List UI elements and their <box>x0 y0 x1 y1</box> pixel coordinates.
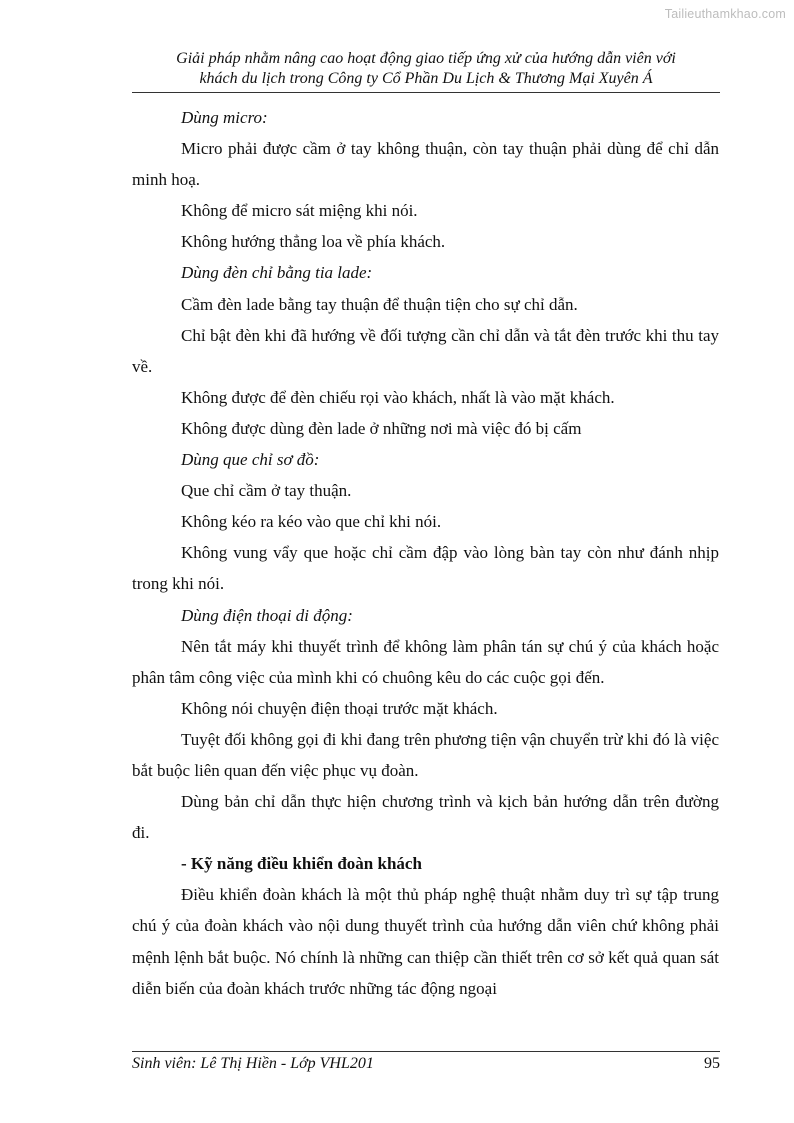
subheading-pointer: Dùng que chỉ sơ đồ: <box>181 450 320 470</box>
paragraph: Không kéo ra kéo vào que chỉ khi nói. <box>181 512 442 532</box>
paragraph: Cầm đèn lade bằng tay thuận để thuận tiện cho sự chỉ dẫn. <box>181 294 578 314</box>
header-line-1: Giải pháp nhằm nâng cao hoạt động giao tiếp ứng xử của hướng dẫn viên với <box>176 50 676 67</box>
header-rule <box>132 92 720 93</box>
watermark: Tailieuthamkhao.com <box>664 7 786 21</box>
subheading-laser: Dùng đèn chỉ bằng tia lade: <box>181 263 373 283</box>
paragraph: Không để micro sát miệng khi nói. <box>181 201 418 221</box>
paragraph: Dùng bản chỉ dẫn thực hiện chương trình và kịch bản hướng dẫn trên đường đi. <box>132 792 719 843</box>
running-header <box>132 49 720 89</box>
paragraph: Không được dùng đèn lade ở những nơi mà việc đó bị cấm <box>181 418 582 438</box>
paragraph: Không nói chuyện điện thoại trước mặt khách. <box>181 698 498 718</box>
paragraph: Chỉ bật đèn khi đã hướng về đối tượng cần chỉ dẫn và tắt đèn trước khi thu tay về. <box>132 325 719 376</box>
paragraph: Không hướng thẳng loa về phía khách. <box>181 232 446 252</box>
subheading-micro: Dùng micro: <box>181 108 268 127</box>
footer-author: Sinh viên: Lê Thị Hiền - Lớp VHL201 <box>132 1055 374 1072</box>
paragraph: Không được để đèn chiếu rọi vào khách, nhất là vào mặt khách. <box>181 387 615 407</box>
subheading-phone: Dùng điện thoại di động: <box>181 605 353 625</box>
header-line-2: khách du lịch trong Công ty Cổ Phần Du Lịch & Thương Mại Xuyên Á <box>199 70 653 87</box>
page-number: 95 <box>704 1055 720 1072</box>
section-heading: - Kỹ năng điều khiển đoàn khách <box>181 854 422 874</box>
paragraph: Nên tắt máy khi thuyết trình để không làm phân tán sự chú ý của khách hoặc phân tâm công việc của mình khi có chuông kêu do các cuộc gọi đến. <box>132 636 719 687</box>
body-text <box>132 102 719 1004</box>
footer-rule <box>132 1051 720 1052</box>
paragraph: Không vung vẩy que hoặc chỉ cầm đập vào lòng bàn tay còn như đánh nhịp trong khi nói. <box>132 543 719 594</box>
paragraph: Điều khiển đoàn khách là một thủ pháp nghệ thuật nhằm duy trì sự tập trung chú ý của đoàn khách vào nội dung thuyết trình của hướng dẫn viên chứ không phải mệnh lệnh bắt buộc. Nó chính là những can thiệp cần thiết trên cơ sở kết quả quan sát diễn biến của đoàn khách trước những tác động ngoại <box>132 885 719 998</box>
paragraph: Que chỉ cầm ở tay thuận. <box>181 481 352 501</box>
paragraph: Tuyệt đối không gọi đi khi đang trên phương tiện vận chuyển trừ khi đó là việc bắt buộc liên quan đến việc phục vụ đoàn. <box>132 729 719 780</box>
paragraph: Micro phải được cầm ở tay không thuận, còn tay thuận phải dùng để chỉ dẫn minh hoạ. <box>132 139 719 190</box>
